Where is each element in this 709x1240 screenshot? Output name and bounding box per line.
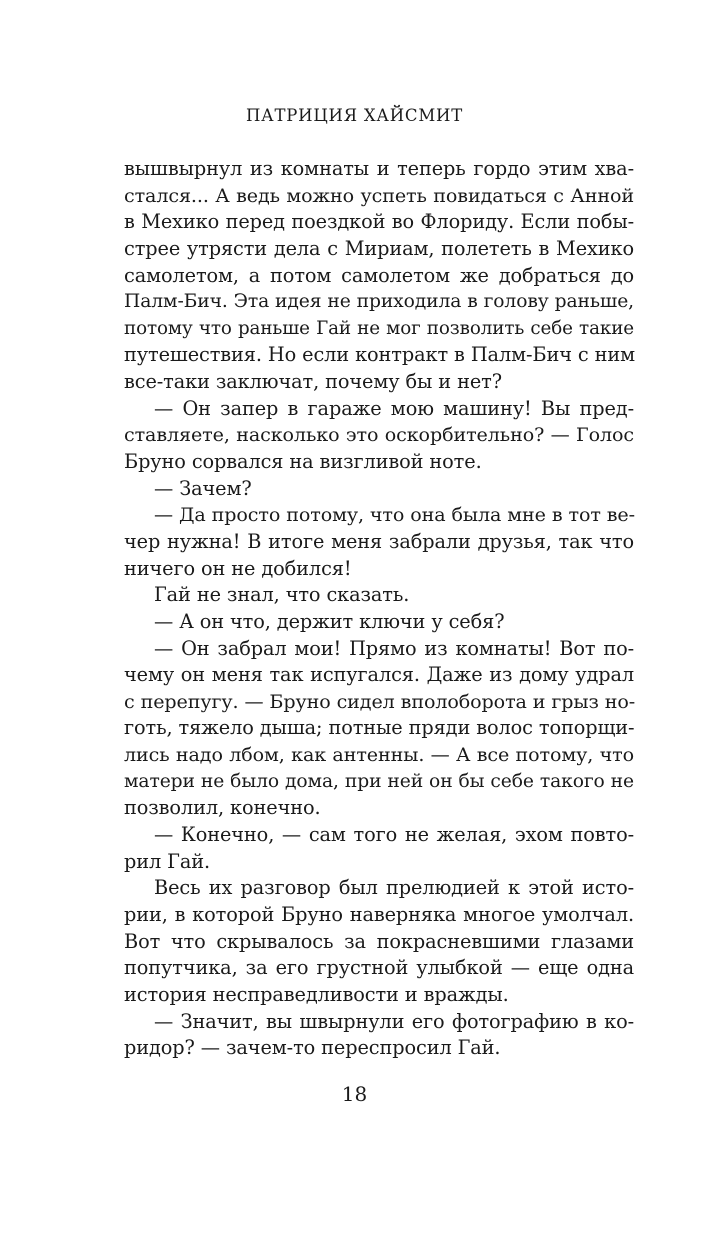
- body-text: [124, 156, 634, 1062]
- text-line: лись надо лбом, как антенны. — А все потому, что: [124, 743, 634, 767]
- text-line: в Мехико перед поездкой во Флориду. Если побы-: [124, 210, 634, 234]
- text-line: — Он забрал мои! Прямо из комнаты! Вот по-: [154, 636, 634, 660]
- text-line: ставляете, насколько это оскорбительно? — Голос: [124, 423, 634, 447]
- text-line: путешествия. Но если контракт в Палм-Бич с ним: [124, 343, 636, 367]
- text-line: — А он что, держит ключи у себя?: [154, 609, 505, 633]
- text-line: — Зачем?: [154, 476, 252, 500]
- text-line: стрее утрясти дела с Мириам, полететь в Мехико: [124, 236, 634, 260]
- text-line: — Да просто потому, что она была мне в тот ве-: [154, 503, 635, 527]
- text-line: стался... А ведь можно успеть повидаться с Анной: [124, 183, 634, 207]
- text-line: попутчика, за его грустной улыбкой — еще одна: [124, 956, 634, 980]
- text-line: готь, тяжело дыша; потные пряди волос топорщи-: [124, 716, 635, 740]
- text-line: история несправедливости и вражды.: [124, 982, 509, 1006]
- text-line: ничего он не добился!: [124, 556, 352, 580]
- text-line: с перепугу. — Бруно сидел вполоборота и грыз но-: [124, 689, 636, 713]
- running-head: ПАТРИЦИЯ ХАЙСМИТ: [245, 106, 464, 125]
- text-line: Гай не знал, что сказать.: [154, 583, 410, 607]
- text-line: матери не было дома, при ней он бы себе такого не: [124, 770, 634, 792]
- text-line: самолетом, а потом самолетом же добраться до: [124, 263, 634, 287]
- text-line: потому что раньше Гай не мог позволить себе такие: [124, 317, 634, 339]
- text-line: рии, в которой Бруно наверняка многое умолчал.: [124, 902, 634, 926]
- text-line: Весь их разговор был прелюдией к этой исто-: [154, 876, 634, 900]
- text-line: Палм-Бич. Эта идея не приходила в голову раньше,: [124, 291, 634, 313]
- text-line: рил Гай.: [124, 849, 211, 873]
- text-line: Вот что скрывалось за покрасневшими глазами: [124, 929, 634, 953]
- text-line: чему он меня так испугался. Даже из дому удрал: [124, 663, 634, 687]
- text-line: Бруно сорвался на визгливой ноте.: [124, 450, 482, 474]
- page-number: 18: [341, 1082, 368, 1106]
- text-line: вышвырнул из комнаты и теперь гордо этим хва-: [124, 157, 634, 180]
- text-line: — Он запер в гараже мою машину! Вы пред-: [154, 396, 634, 420]
- text-line: все-таки заключат, почему бы и нет?: [124, 370, 502, 394]
- text-line: позволил, конечно.: [124, 796, 321, 820]
- text-line: — Конечно, — сам того не желая, эхом повто-: [154, 823, 634, 847]
- text-line: — Значит, вы швырнули его фотографию в ко-: [154, 1009, 634, 1033]
- text-line: ридор? — зачем-то переспросил Гай.: [124, 1036, 501, 1060]
- text-line: чер нужна! В итоге меня забрали друзья, так что: [124, 529, 634, 553]
